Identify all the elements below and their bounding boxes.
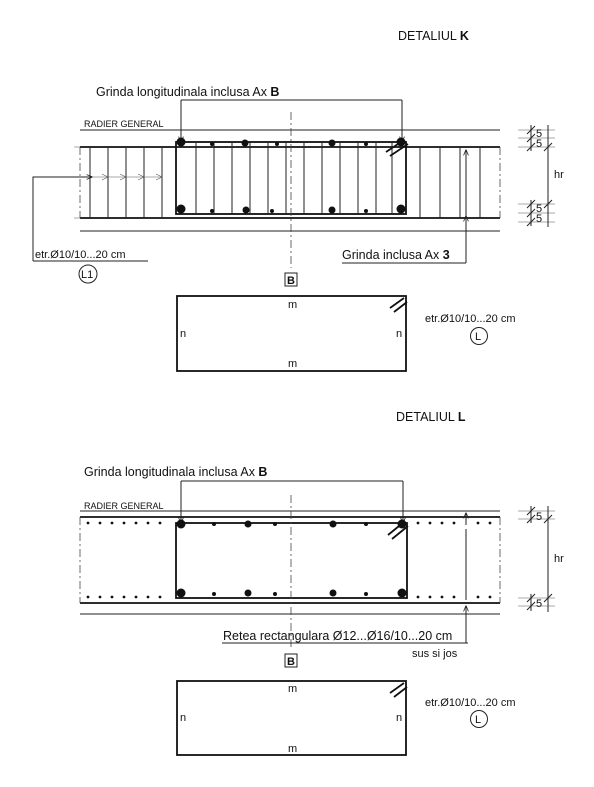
detail-l-shape-n-right: n bbox=[396, 712, 403, 724]
detail-k bbox=[33, 29, 564, 371]
detail-l-dim-top: 5 bbox=[536, 511, 543, 523]
detail-k-beam-label: Grinda longitudinala inclusa Ax B bbox=[96, 85, 280, 99]
detail-k-shape-m-top: m bbox=[288, 299, 298, 311]
detail-k-shape-stirrup-label: etr.Ø10/10...20 cm bbox=[425, 313, 516, 325]
detail-k-dim-bot-1: 5 bbox=[536, 203, 543, 215]
detail-k-shape-n-right: n bbox=[396, 328, 403, 340]
detail-l-slab-label: RADIER GENERAL bbox=[84, 501, 164, 511]
detail-k-left-stirrups bbox=[90, 147, 162, 218]
detail-l-mesh-callout bbox=[222, 513, 468, 660]
detail-l-shape-n-left: n bbox=[180, 712, 187, 724]
detail-l-shape-stirrup-label: etr.Ø10/10...20 cm bbox=[425, 697, 516, 709]
detail-k-stirrup-label: etr.Ø10/10...20 cm bbox=[35, 249, 126, 261]
detail-l-shape-m-bottom: m bbox=[288, 743, 298, 755]
detail-l-mesh-dots bbox=[87, 522, 492, 599]
detail-k-beam-cage bbox=[176, 138, 408, 215]
detail-k-dimensions bbox=[518, 125, 564, 227]
detail-l-beam-cage bbox=[176, 520, 408, 599]
detail-k-slab-label: RADIER GENERAL bbox=[84, 119, 164, 129]
detail-l bbox=[80, 410, 564, 755]
detail-l-title: DETALIUL L bbox=[396, 410, 466, 424]
detail-k-dim-height: hr bbox=[554, 169, 564, 181]
detail-l-mesh-sublabel: sus si jos bbox=[412, 648, 458, 660]
detail-k-title: DETALIUL K bbox=[398, 29, 469, 43]
detail-k-right-stirrups bbox=[420, 147, 480, 218]
detail-l-dim-height: hr bbox=[554, 553, 564, 565]
detail-l-dimensions bbox=[518, 506, 564, 612]
detail-l-shape-mark: L bbox=[475, 714, 482, 726]
detail-l-top-rebars bbox=[177, 520, 407, 529]
detail-l-stirrup-shape bbox=[177, 681, 516, 755]
detail-k-dim-bot-2: 5 bbox=[536, 213, 543, 225]
detail-k-section-mark: B bbox=[287, 275, 295, 287]
detail-l-shape-m-top: m bbox=[288, 683, 298, 695]
detail-k-shape-m-bottom: m bbox=[288, 358, 298, 370]
detail-k-dim-top-1: 5 bbox=[536, 128, 543, 140]
detail-l-slab bbox=[80, 501, 500, 614]
detail-k-transverse-label: Grinda inclusa Ax 3 bbox=[342, 248, 450, 262]
detail-l-mesh-label: Retea rectangulara Ø12...Ø16/10...20 cm bbox=[223, 629, 453, 643]
detail-l-dim-bot: 5 bbox=[536, 598, 543, 610]
detail-l-beam-label: Grinda longitudinala inclusa Ax B bbox=[84, 465, 268, 479]
detail-k-dim-top-2: 5 bbox=[536, 138, 543, 150]
detail-l-bottom-rebars bbox=[177, 589, 407, 598]
detail-l-section-mark: B bbox=[287, 656, 295, 668]
detail-k-shape-n-left: n bbox=[180, 328, 187, 340]
detail-k-stirrup-mark: L1 bbox=[81, 269, 94, 281]
detail-k-shape-mark: L bbox=[475, 331, 482, 343]
detail-k-stirrup-shape bbox=[177, 296, 516, 371]
